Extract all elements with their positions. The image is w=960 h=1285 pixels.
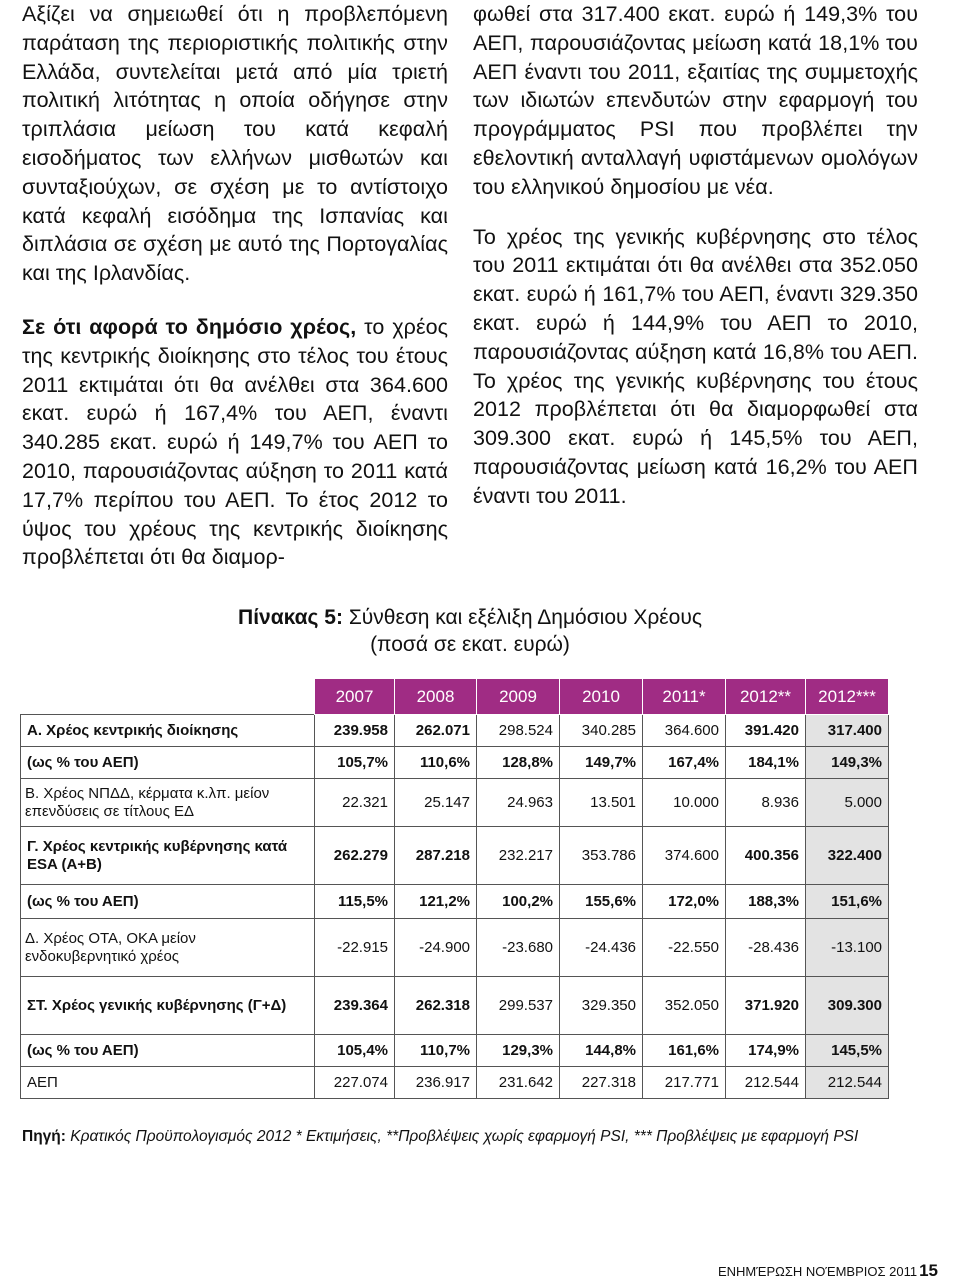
table-row (21, 919, 889, 977)
source-text: Κρατικός Προϋπολογισμός 2012 * Εκτιμήσεις, **Προβλέψεις χωρίς εφαρμογή PSI, *** Προβλέψεις με εφαρμογή PSI (65, 1128, 859, 1145)
year-header-cell: 2007 (315, 679, 395, 715)
value-cell: 105,7% (315, 747, 395, 779)
value-cell: 236.917 (395, 1067, 477, 1099)
value-cell: 299.537 (477, 977, 560, 1035)
value-cell: -28.436 (726, 919, 806, 977)
value-cell: 149,3% (806, 747, 889, 779)
value-cell: 232.217 (477, 827, 560, 885)
value-cell: 298.524 (477, 715, 560, 747)
value-cell: 22.321 (315, 779, 395, 827)
table-row (21, 779, 889, 827)
value-cell: 145,5% (806, 1035, 889, 1067)
value-cell: 353.786 (560, 827, 643, 885)
value-cell: 217.771 (643, 1067, 726, 1099)
page-number: 15 (919, 1261, 938, 1280)
row-label-cell: Γ. Χρέος κεντρικής κυβέρνησης κατά ESA (Α+Β) (21, 827, 315, 885)
debt-lead-in: Σε ότι αφορά το δημόσιο χρέος, (22, 314, 357, 339)
row-label-cell: (ως % του ΑΕΠ) (21, 1035, 315, 1067)
value-cell: 172,0% (643, 885, 726, 919)
value-cell: 352.050 (643, 977, 726, 1035)
row-label-cell: (ως % του ΑΕΠ) (21, 885, 315, 919)
table-caption-units: (ποσά σε εκατ. ευρώ) (370, 633, 570, 656)
table-caption-title: Σύνθεση και εξέλιξη Δημόσιου Χρέους (342, 606, 702, 629)
source-note (22, 1126, 922, 1147)
value-cell: -23.680 (477, 919, 560, 977)
table-header-row (21, 679, 889, 715)
right-text-column (473, 0, 918, 511)
value-cell: 227.074 (315, 1067, 395, 1099)
page-footer (718, 1262, 938, 1281)
left-paragraph-2-body: το χρέος της κεντρικής διοίκησης στο τέλος του έτους 2011 εκτιμάται ότι θα ανέλθει στα 364.600 εκατ. ευρώ ή 167,4% του ΑΕΠ, έναντι 340.285 εκατ. ευρώ ή 149,7% του ΑΕΠ το 2010, παρουσιάζοντας αύξηση το 2011 κατά 17,7% περίπου του ΑΕΠ. Το έτος 2012 το ύψος του χρέους της κεντρικής διοίκησης προβλέπεται ότι θα διαμορ- (22, 314, 448, 570)
value-cell: 400.356 (726, 827, 806, 885)
value-cell: -22.550 (643, 919, 726, 977)
value-cell: 24.963 (477, 779, 560, 827)
public-debt-table (20, 678, 889, 1099)
value-cell: 188,3% (726, 885, 806, 919)
table-caption (190, 604, 750, 658)
value-cell: 174,9% (726, 1035, 806, 1067)
value-cell: 262.279 (315, 827, 395, 885)
value-cell: 184,1% (726, 747, 806, 779)
year-header-cell: 2010 (560, 679, 643, 715)
table-row (21, 977, 889, 1035)
year-header-cell: 2012** (726, 679, 806, 715)
value-cell: 212.544 (806, 1067, 889, 1099)
value-cell: 149,7% (560, 747, 643, 779)
value-cell: 231.642 (477, 1067, 560, 1099)
value-cell: 8.936 (726, 779, 806, 827)
value-cell: 100,2% (477, 885, 560, 919)
left-paragraph-1: Αξίζει να σημειωθεί ότι η προβλεπόμενη παράταση της περιοριστικής πολιτικής στην Ελλάδα, συντελείται μετά από μία τριετή πολιτική λιτότητας η οποία οδήγησε στην τριπλάσια μείωση του κατά κεφαλή εισοδήματος των ελλήνων μισθωτών και συνταξιούχων, σε σχέση με το αντίστοιχο κατά κεφαλή εισόδημα της Ισπανίας και διπλάσια σε σχέση με αυτό της Πορτογαλίας και της Ιρλανδίας. (22, 2, 448, 286)
value-cell: 212.544 (726, 1067, 806, 1099)
year-header-cell: 2012*** (806, 679, 889, 715)
value-cell: 364.600 (643, 715, 726, 747)
right-paragraph-2: Το χρέος της γενικής κυβέρνησης στο τέλος του 2011 εκτιμάται ότι θα ανέλθει στα 352.050 εκατ. ευρώ ή 161,7% του ΑΕΠ, έναντι 329.350 εκατ. ευρώ ή 144,9% του ΑΕΠ το 2010, παρουσιάζοντας αύξηση κατά 16,8% του ΑΕΠ. Το χρέος της γενικής κυβέρνησης του έτους 2012 προβλέπεται ότι θα διαμορφωθεί στα 309.300 εκατ. ευρώ ή 145,5% του ΑΕΠ, παρουσιάζοντας μείωση κατά 16,2% του ΑΕΠ έναντι του 2011. (473, 224, 918, 508)
value-cell: 110,6% (395, 747, 477, 779)
value-cell: 115,5% (315, 885, 395, 919)
value-cell: 121,2% (395, 885, 477, 919)
table-row (21, 885, 889, 919)
value-cell: 317.400 (806, 715, 889, 747)
value-cell: -24.900 (395, 919, 477, 977)
row-label-cell: Β. Χρέος ΝΠΔΔ, κέρματα κ.λπ. μείον επενδύσεις σε τίτλους ΕΔ (21, 779, 315, 827)
value-cell: 155,6% (560, 885, 643, 919)
left-text-column (22, 0, 448, 572)
value-cell: 128,8% (477, 747, 560, 779)
value-cell: 110,7% (395, 1035, 477, 1067)
value-cell: 322.400 (806, 827, 889, 885)
row-label-cell: ΣΤ. Χρέος γενικής κυβέρνησης (Γ+Δ) (21, 977, 315, 1035)
value-cell: 129,3% (477, 1035, 560, 1067)
value-cell: 262.318 (395, 977, 477, 1035)
value-cell: 10.000 (643, 779, 726, 827)
value-cell: -24.436 (560, 919, 643, 977)
value-cell: 144,8% (560, 1035, 643, 1067)
row-label-cell: Δ. Χρέος ΟΤΑ, ΟΚΑ μείον ενδοκυβερνητικό χρέος (21, 919, 315, 977)
value-cell: 262.071 (395, 715, 477, 747)
year-header-cell: 2009 (477, 679, 560, 715)
row-label-cell: ΑΕΠ (21, 1067, 315, 1099)
source-label: Πηγή: (22, 1128, 66, 1145)
value-cell: 329.350 (560, 977, 643, 1035)
year-header-cell: 2011* (643, 679, 726, 715)
value-cell: -13.100 (806, 919, 889, 977)
value-cell: 340.285 (560, 715, 643, 747)
value-cell: 287.218 (395, 827, 477, 885)
table-row (21, 747, 889, 779)
value-cell: 391.420 (726, 715, 806, 747)
table-row (21, 715, 889, 747)
table-row (21, 1035, 889, 1067)
left-paragraph-2 (22, 313, 448, 572)
value-cell: 239.958 (315, 715, 395, 747)
value-cell: 239.364 (315, 977, 395, 1035)
value-cell: -22.915 (315, 919, 395, 977)
value-cell: 167,4% (643, 747, 726, 779)
table-caption-label: Πίνακας 5: (238, 606, 343, 629)
row-label-cell: (ως % του ΑΕΠ) (21, 747, 315, 779)
value-cell: 309.300 (806, 977, 889, 1035)
value-cell: 5.000 (806, 779, 889, 827)
value-cell: 374.600 (643, 827, 726, 885)
value-cell: 25.147 (395, 779, 477, 827)
value-cell: 13.501 (560, 779, 643, 827)
value-cell: 371.920 (726, 977, 806, 1035)
value-cell: 161,6% (643, 1035, 726, 1067)
publication-name: ΕΝΗΜΈΡΩΣΗ ΝΟΈΜΒΡΙΟΣ 2011 (717, 1264, 918, 1279)
year-header-cell: 2008 (395, 679, 477, 715)
table-row (21, 827, 889, 885)
right-paragraph-1: φωθεί στα 317.400 εκατ. ευρώ ή 149,3% του ΑΕΠ, παρουσιάζοντας μείωση κατά 18,1% του ΑΕΠ έναντι του 2011, εξαιτίας της συμμετοχής των ιδιωτών επενδυτών στην εφαρμογή του προγράμματος PSI που προβλέπει την εθελοντική ανταλλαγή υφιστάμενων ομολόγων του ελληνικού δημοσίου με νέα. (473, 2, 918, 199)
value-cell: 151,6% (806, 885, 889, 919)
row-label-cell: Α. Χρέος κεντρικής διοίκησης (21, 715, 315, 747)
value-cell: 105,4% (315, 1035, 395, 1067)
table-row (21, 1067, 889, 1099)
value-cell: 227.318 (560, 1067, 643, 1099)
header-blank-cell (21, 679, 315, 715)
